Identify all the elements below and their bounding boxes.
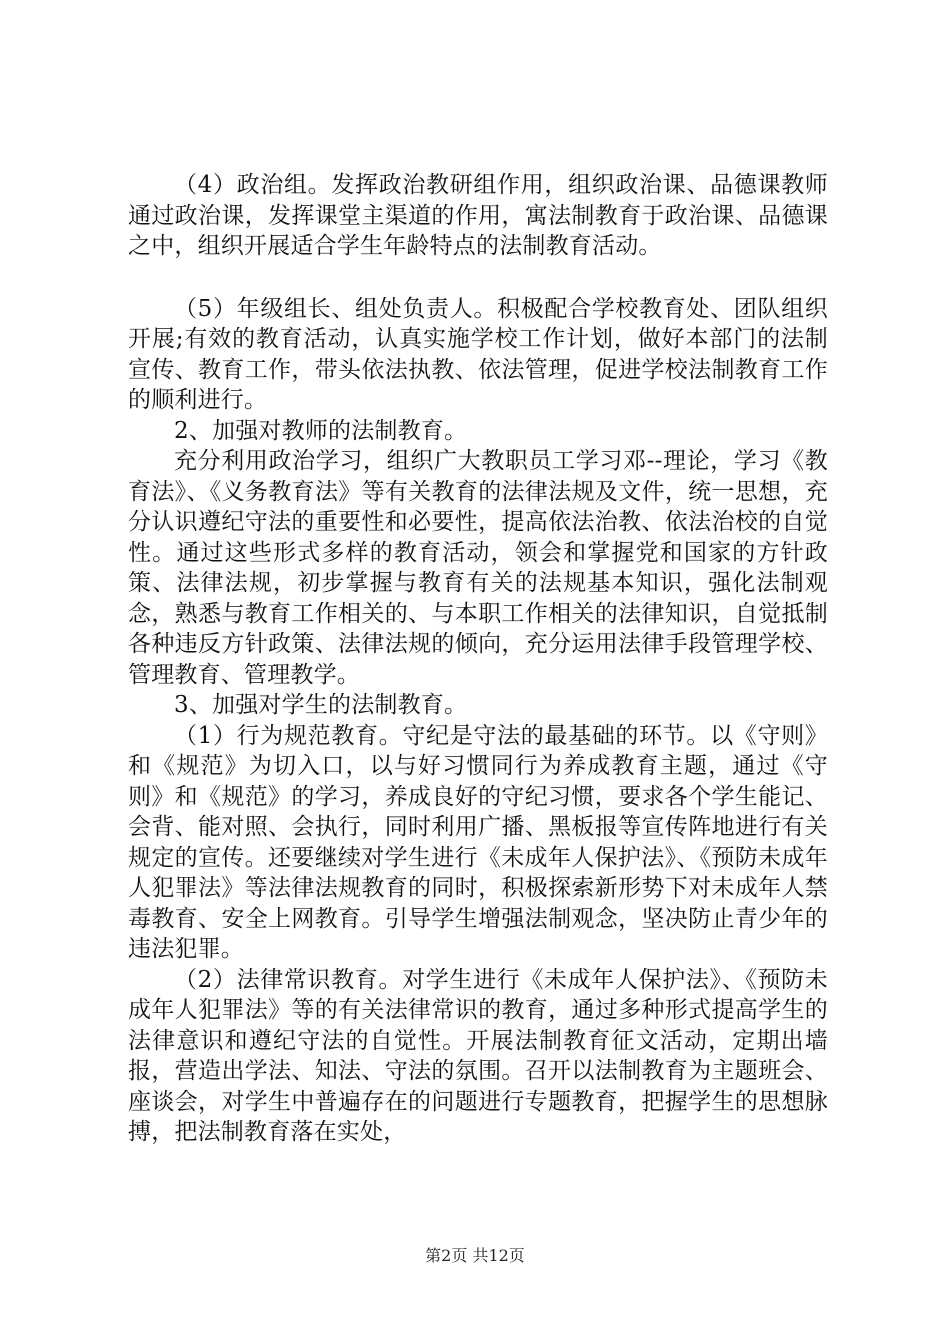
paragraph-teacher-education: 充分利用政治学习，组织广大教职员工学习邓--理论，学习《教育法》、《义务教育法》等有关教育的法律法规及文件，统一思想，充分认识遵纪守法的重要性和必要性，提高依法治教、依法治校的自觉性。通过这些形式多样的教育活动，领会和掌握党和国家的方针政策、法律法规，初步掌握与教育有关的法规基本知识，强化法制观念，熟悉与教育工作相关的、与本职工作相关的法律知识，自觉抵制各种违反方针政策、法律法规的倾向，充分运用法律手段管理学校、管理教育、管理教学。 [128,448,828,688]
heading-student-education: 3、加强对学生的法制教育。 [174,692,468,718]
page-number-footer: 第2页 共12页 [425,1246,525,1265]
paragraph-political-group: （4）政治组。发挥政治教研组作用，组织政治课、品德课教师通过政治课，发挥课堂主渠道的作用，寓法制教育于政治课、品德课之中，组织开展适合学生年龄特点的法制教育活动。 [128,172,828,259]
paragraph-grade-leaders: （5）年级组长、组处负责人。积极配合学校教育处、团队组织开展;有效的教育活动，认真实施学校工作计划，做好本部门的法制宣传、教育工作，带头依法执教、依法管理，促进学校法制教育工作的顺利进行。 [128,295,828,413]
paragraph-behavior-norms: （1）行为规范教育。守纪是守法的最基础的环节。以《守则》和《规范》为切入口，以与好习惯同行为养成教育主题，通过《守则》和《规范》的学习，养成良好的守纪习惯，要求各个学生能记、会背、能对照、会执行，同时利用广播、黑板报等宣传阵地进行有关规定的宣传。还要继续对学生进行《未成年人保护法》、《预防未成年人犯罪法》等法律法规教育的同时，积极探索新形势下对未成年人禁毒教育、安全上网教育。引导学生增强法制观念，坚决防止青少年的违法犯罪。 [128,722,828,962]
paragraph-legal-knowledge: （2）法律常识教育。对学生进行《未成年人保护法》、《预防未成年人犯罪法》等的有关法律常识的教育，通过多种形式提高学生的法律意识和遵纪守法的自觉性。开展法制教育征文活动，定期出墙报，营造出学法、知法、守法的氛围。召开以法制教育为主题班会、座谈会，对学生中普遍存在的问题进行专题教育，把握学生的思想脉搏，把法制教育落在实处， [128,966,828,1145]
heading-teacher-education: 2、加强对教师的法制教育。 [174,417,468,444]
paragraph-spacer [128,262,828,294]
document-body [128,170,828,1148]
